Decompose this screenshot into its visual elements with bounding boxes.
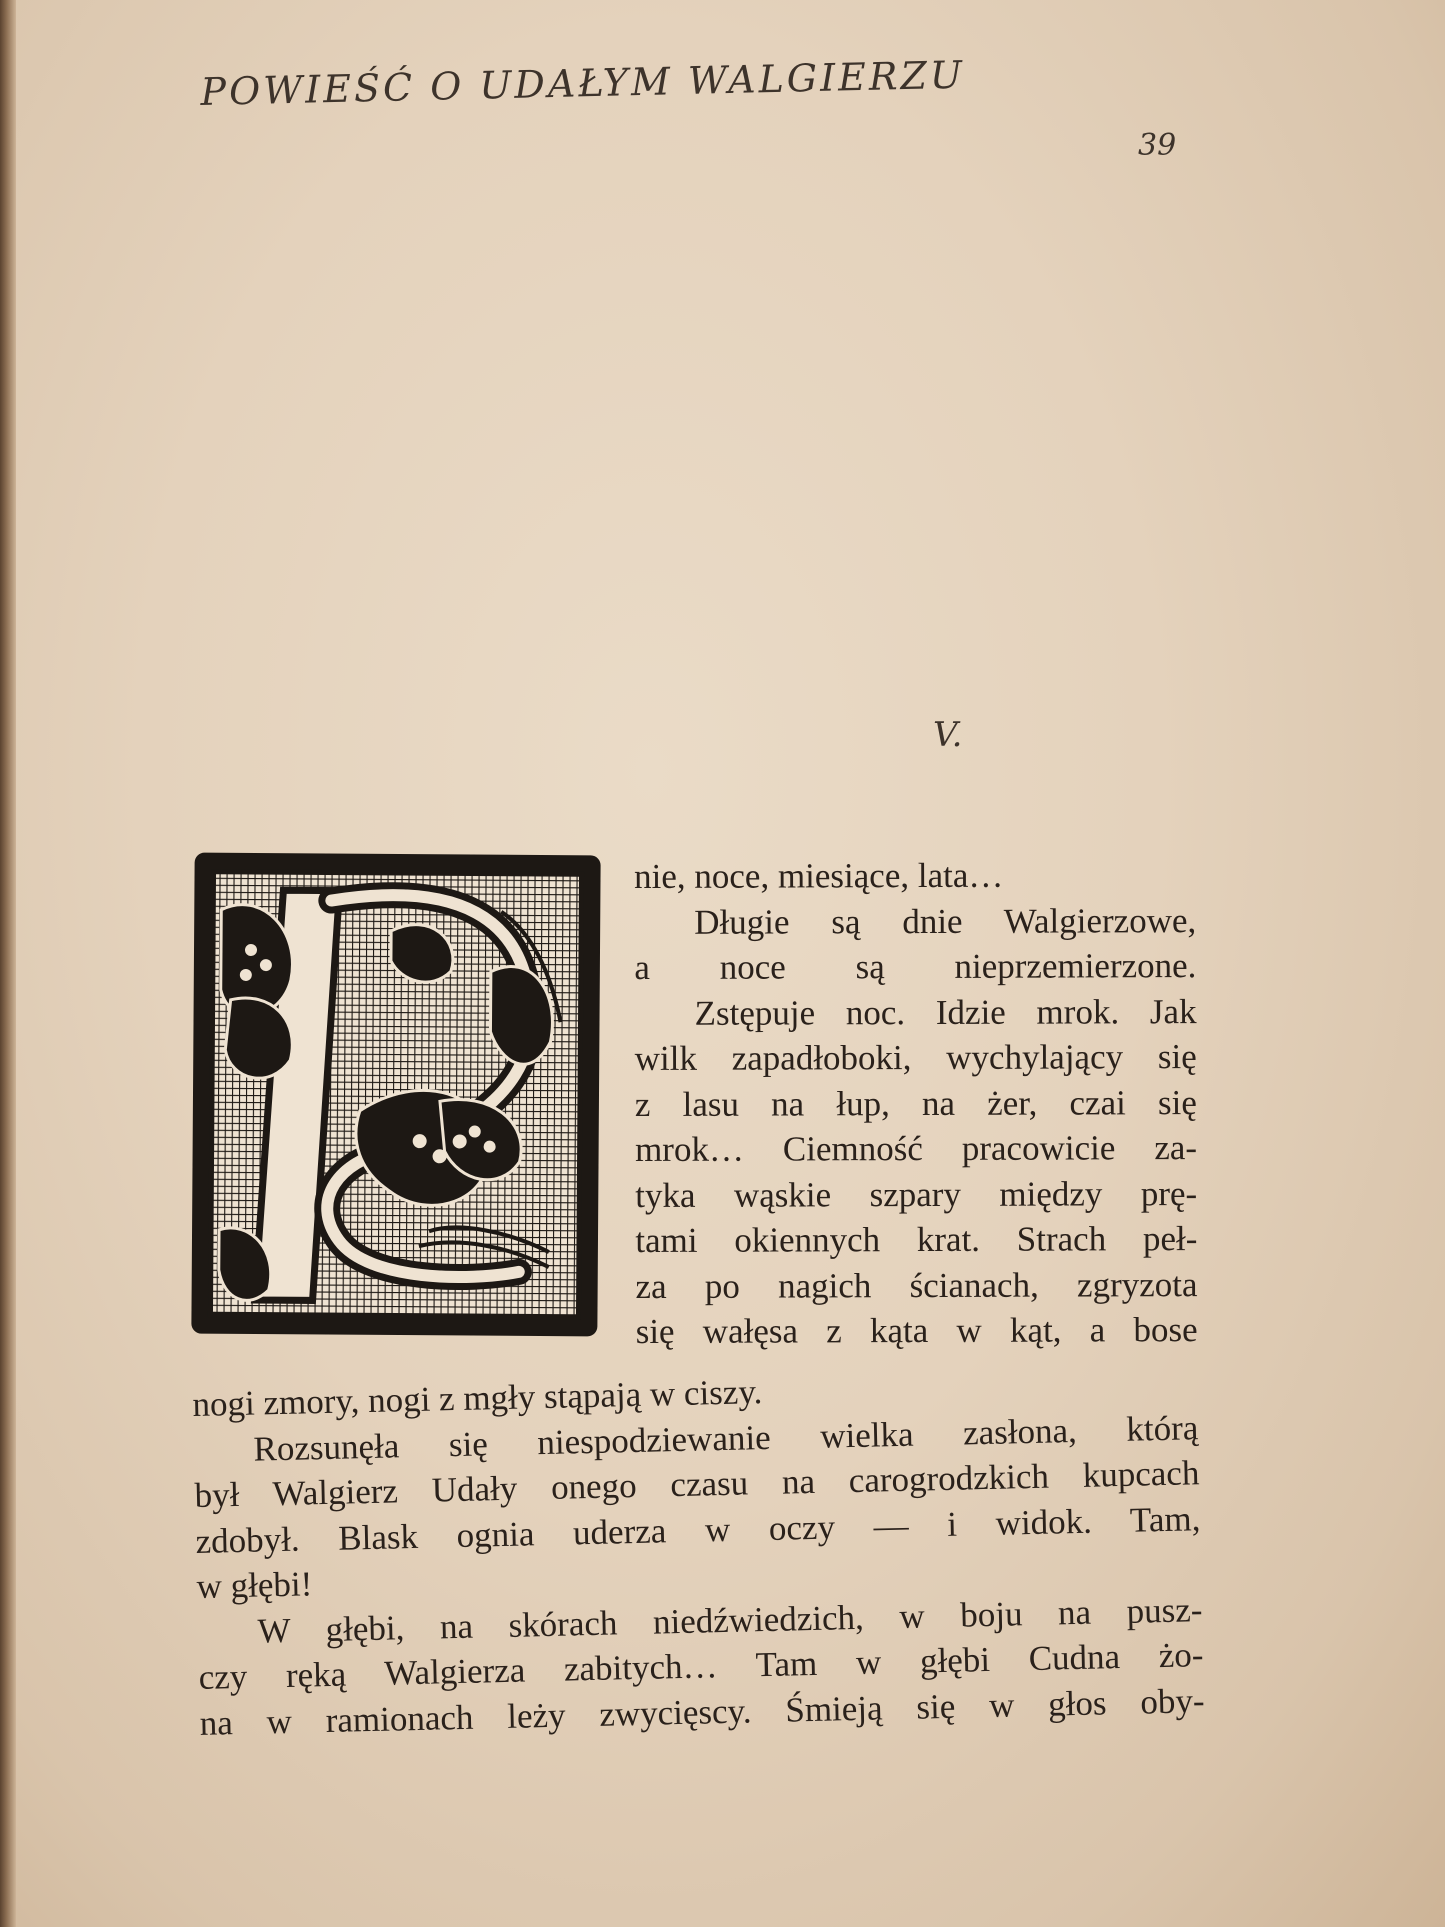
text-line: za po nagich ścianach, zgryzota — [635, 1264, 1198, 1306]
text-line: tyka wąskie szpary między prę- — [635, 1173, 1198, 1215]
text-line: był Walgierz Udały onego czasu na carogrodzkich kupcach — [194, 1453, 1200, 1515]
page-number: 39 — [1138, 128, 1177, 163]
chapter-number: V. — [933, 715, 963, 755]
book-binding-edge — [0, 0, 16, 1927]
text-line: a noce są nieprzemierzone. — [634, 946, 1197, 987]
text-line: na w ramionach leży zwycięscy. Śmieją się w głos oby- — [199, 1680, 1205, 1743]
text-line: nogi zmory, nogi z mgły stąpają w ciszy. — [192, 1372, 763, 1424]
text-line: z lasu na łup, na żer, czai się — [634, 1082, 1197, 1124]
text-beside-initial — [634, 852, 1198, 1354]
ornamental-initial-d-icon — [188, 850, 603, 1340]
text-line: wilk zapadłoboki, wychylający się — [634, 1037, 1197, 1078]
text-line: czy ręką Walgierza zabitych… Tam w głębi Cudna żo- — [198, 1635, 1204, 1697]
text-full-width — [192, 1359, 1205, 1746]
text-line: tami okiennych krat. Strach peł- — [635, 1219, 1198, 1260]
text-line: się wałęsa z kąta w kąt, a bose — [635, 1310, 1198, 1351]
text-line: zdobył. Blask ognia uderza w oczy — i widok. Tam, — [195, 1498, 1201, 1561]
text-line: nie, noce, miesiące, lata… — [634, 855, 1004, 896]
text-line: W głębi, na skórach niedźwiedzich, w boju na pusz- — [257, 1589, 1203, 1651]
text-line: Długie są dnie Walgierzowe, — [694, 900, 1197, 942]
running-head: POWIEŚĆ O UDAŁYM WALGIERZU — [200, 52, 966, 114]
text-line: w głębi! — [196, 1564, 313, 1606]
text-line: Zstępuje noc. Idzie mrok. Jak — [694, 991, 1197, 1033]
text-line: Rozsunęła się niespodziewanie wielka zasłona, którą — [253, 1407, 1199, 1469]
text-line: mrok… Ciemność pracowicie za- — [634, 1128, 1198, 1169]
